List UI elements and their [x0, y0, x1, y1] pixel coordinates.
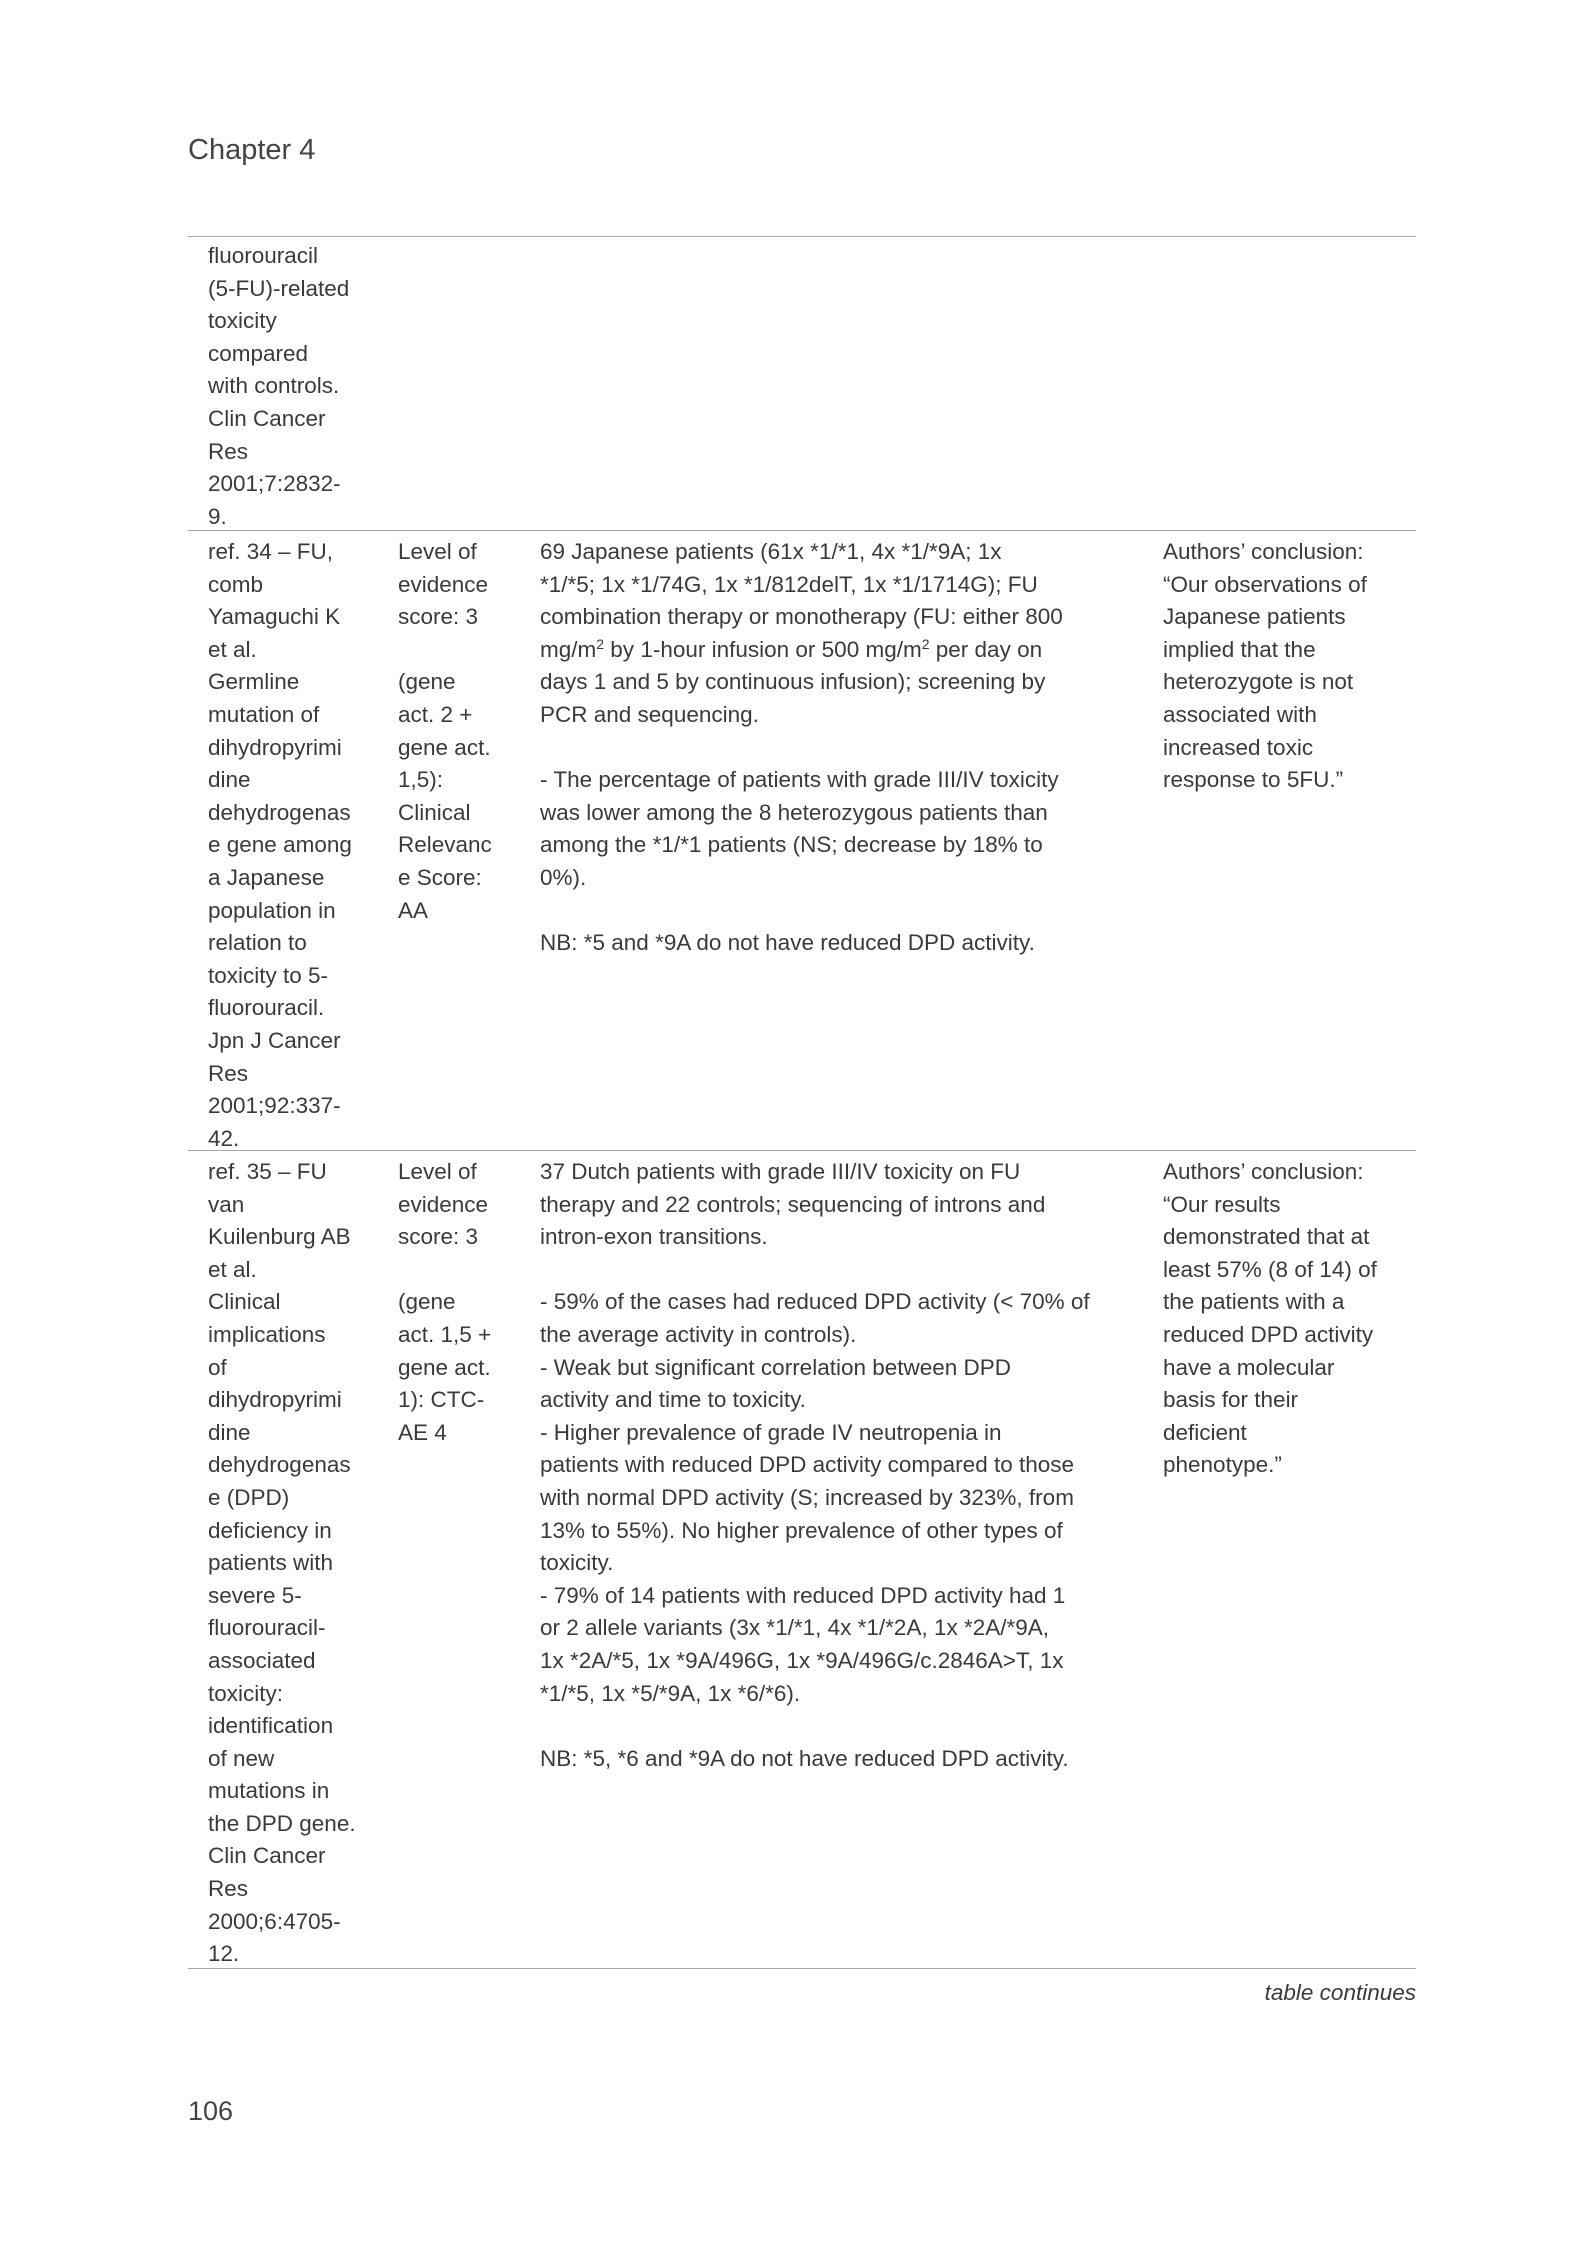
- evidence-cell: Level of evidence score: 3 (gene act. 1,5 + gene act. 1): CTC- AE 4: [398, 1159, 492, 1445]
- reference-cell: ref. 35 – FU van Kuilenburg AB et al. Clinical implications of dihydropyrimi dine dehydrogenas e (DPD) deficiency in patients with severe 5- fluorouracil- associated toxicity: identification of new mutations in the DPD gene. Clin Cancer Res 2000;6:4705- 12.: [208, 1159, 356, 1967]
- table-continues-note: table continues: [1264, 1980, 1416, 2005]
- findings-text-part: per day on days 1 and 5 by continuous infusion); screening by PCR and sequencing. - The percentage of patients with grade III/IV toxicity was lower among the 8 heterozygous patients than among the *1/*1 patients (NS; decrease by 18% to 0%). NB: *5 and *9A do not have reduced DPD activity.: [540, 636, 1059, 956]
- reference-cell: ref. 34 – FU, comb Yamaguchi K et al. Germline mutation of dihydropyrimi dine dehydrogenas e gene among a Japanese population in relation to toxicity to 5- fluorouracil. Jpn J Cancer Res 2001;92:337- 42.: [208, 539, 352, 1151]
- findings-text-part: by 1-hour infusion or 500 mg/m: [604, 636, 922, 662]
- evidence-cell: Level of evidence score: 3 (gene act. 2 + gene act. 1,5): Clinical Relevanc e Score: AA: [398, 539, 492, 923]
- findings-cell: [540, 536, 1145, 960]
- table-row: [188, 236, 1416, 531]
- findings-cell: 37 Dutch patients with grade III/IV toxicity on FU therapy and 22 controls; sequencing of introns and intron-exon transitions. - 59% of the cases had reduced DPD activity (< 70% of the average activity in controls). - Weak but significant correlation between DPD activity and time to toxicity. - Higher prevalence of grade IV neutropenia in patients with reduced DPD activity compared to those with normal DPD activity (S; increased by 323%, from 13% to 55%). No higher prevalence of other types of toxicity. - 79% of 14 patients with reduced DPD activity had 1 or 2 allele variants (3x *1/*1, 4x *1/*2A, 1x *2A/*9A, 1x *2A/*5, 1x *9A/496G, 1x *9A/496G/c.2846A>T, 1x *1/*5, 1x *5/*9A, 1x *6/*6). NB: *5, *6 and *9A do not have reduced DPD activity.: [540, 1159, 1090, 1771]
- chapter-heading: Chapter 4: [188, 134, 316, 166]
- table-row: [188, 532, 1416, 1151]
- findings-text-part: 69 Japanese patients (61x *1/*1, 4x *1/*9A; 1x *1/*5; 1x *1/74G, 1x *1/812delT, 1x *1/1714G); FU combination therapy or monotherapy (FU: either 800 mg/m: [540, 539, 1063, 662]
- reference-cell: fluorouracil (5-FU)-related toxicity compared with controls. Clin Cancer Res 2001;7:2832- 9.: [208, 243, 350, 529]
- conclusion-cell: Authors’ conclusion: “Our observations of Japanese patients implied that the heterozygote is not associated with increased toxic response to 5FU.”: [1163, 539, 1367, 793]
- page-number: 106: [188, 2096, 234, 2126]
- superscript: 2: [921, 635, 930, 652]
- superscript: 2: [596, 635, 605, 652]
- table-row: [188, 1152, 1416, 1969]
- conclusion-cell: Authors’ conclusion: “Our results demonstrated that at least 57% (8 of 14) of the patients with a reduced DPD activity have a molecular basis for their deficient phenotype.”: [1163, 1159, 1377, 1478]
